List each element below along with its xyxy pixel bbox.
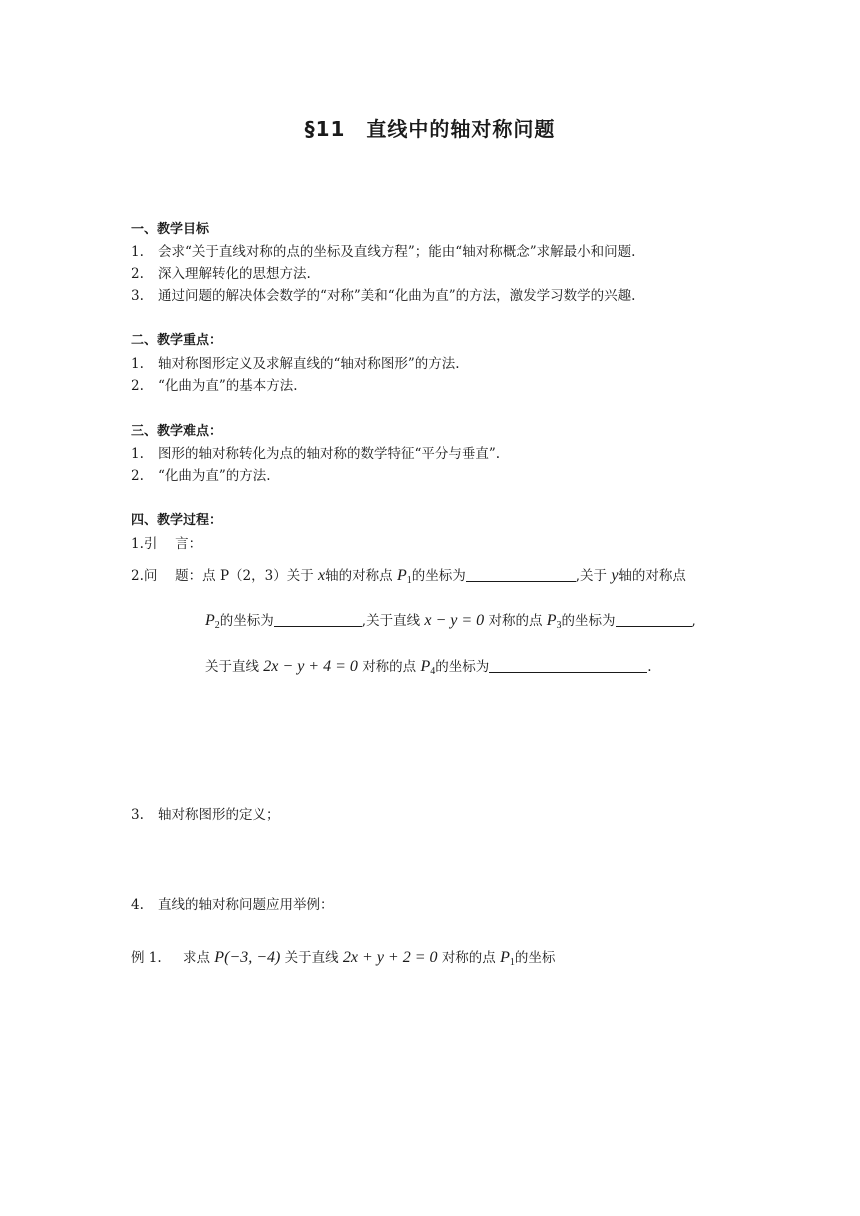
example-1-point: P(−3, −4) (214, 949, 281, 966)
difficulty-item-2-num: 2. (131, 468, 144, 484)
answer-blank-p3[interactable] (616, 612, 692, 627)
process-heading: 四、教学过程： (131, 513, 223, 528)
goal-item-1 (131, 243, 635, 261)
example-1-point-p1: $P_1$ (500, 949, 515, 968)
answer-blank-p2[interactable] (274, 612, 362, 627)
equation-line-1: x − y = 0 (424, 612, 485, 629)
process-item-3-text: 轴对称图形的定义； (158, 807, 280, 823)
example-1-text-4: 的坐标 (514, 950, 556, 966)
question-label: 2.问 题： (131, 568, 203, 584)
keypoint-item-2 (131, 377, 298, 395)
point-p1: $P_1$ (396, 567, 412, 586)
var-x: x (318, 567, 326, 584)
keypoint-item-2-num: 2. (131, 378, 144, 394)
keypoint-item-1-text: 轴对称图形定义及求解直线的“轴对称图形”的方法. (158, 356, 460, 372)
difficulty-item-2 (131, 467, 271, 485)
var-y: y (611, 567, 619, 584)
question-text-14: . (647, 659, 652, 675)
page-title: §11 直线中的轴对称问题 (304, 117, 556, 141)
process-item-4 (131, 896, 334, 914)
keypoints-heading: 二、教学重点： (131, 333, 223, 348)
point-p4: $P_4$ (420, 658, 436, 677)
question-text-11: 关于直线 (205, 659, 259, 675)
example-1-text-3: 对称的点 (441, 950, 496, 966)
goal-item-2-num: 2. (131, 266, 144, 282)
keypoint-item-2-text: “化曲为直”的基本方法. (158, 378, 298, 394)
process-intro: 1.引 言： (131, 536, 203, 552)
answer-blank-p1[interactable] (466, 567, 576, 582)
goal-item-3-num: 3. (131, 288, 144, 304)
example-1-text-2: 关于直线 (284, 950, 339, 966)
question-text-2: 轴的对称点 (325, 568, 393, 584)
difficulty-item-1-text: 图形的轴对称转化为点的轴对称的数学特征“平分与垂直”. (158, 446, 501, 462)
difficulty-item-1 (131, 445, 500, 463)
answer-blank-p4[interactable] (489, 658, 647, 673)
goal-item-2 (131, 265, 311, 283)
question-text-9: 的坐标为 (561, 613, 616, 629)
process-item-4-text: 直线的轴对称问题应用举例： (158, 897, 334, 913)
question-line-2 (205, 612, 696, 630)
question-text-10: , (691, 613, 696, 629)
question-text-13: 的坐标为 (435, 659, 490, 675)
goal-item-2-text: 深入理解转化的思想方法. (158, 266, 311, 282)
goal-item-3 (131, 287, 635, 305)
question-text-1: 点 P（2，3）关于 (202, 568, 314, 584)
question-text-7: ,关于直线 (361, 613, 421, 629)
example-1-text-1: 求点 (183, 950, 210, 966)
difficulty-item-1-num: 1. (131, 446, 144, 462)
question-line-3 (205, 658, 652, 676)
question-text-6: 的坐标为 (219, 613, 274, 629)
process-item-4-num: 4. (131, 897, 144, 913)
process-item-3-num: 3. (131, 807, 144, 823)
difficulties-heading: 三、教学难点： (131, 424, 223, 439)
process-item-3 (131, 806, 280, 824)
keypoint-item-1-num: 1. (131, 356, 144, 372)
example-1 (131, 949, 555, 967)
point-p3: $P_3$ (546, 612, 562, 631)
question-line-1 (131, 567, 686, 585)
goal-item-3-text: 通过问题的解决体会数学的“对称”美和“化曲为直”的方法，激发学习数学的兴趣. (158, 288, 636, 304)
question-text-5: 轴的对称点 (618, 568, 686, 584)
question-text-12: 对称的点 (362, 659, 417, 675)
equation-line-2: 2x − y + 4 = 0 (263, 658, 358, 675)
point-p2: $P_2$ (205, 612, 220, 631)
goals-heading: 一、教学目标 (131, 222, 210, 237)
difficulty-item-2-text: “化曲为直”的方法. (158, 468, 271, 484)
question-text-8: 对称的点 (488, 613, 543, 629)
goal-item-1-num: 1. (131, 244, 144, 260)
question-text-3: 的坐标为 (411, 568, 466, 584)
example-1-equation: 2x + y + 2 = 0 (342, 949, 438, 966)
example-1-label: 例 1. (131, 950, 162, 966)
question-text-4: ,关于 (575, 568, 608, 584)
keypoint-item-1 (131, 355, 460, 373)
goal-item-1-text: 会求“关于直线对称的点的坐标及直线方程”；能由“轴对称概念”求解最小和问题. (158, 244, 636, 260)
